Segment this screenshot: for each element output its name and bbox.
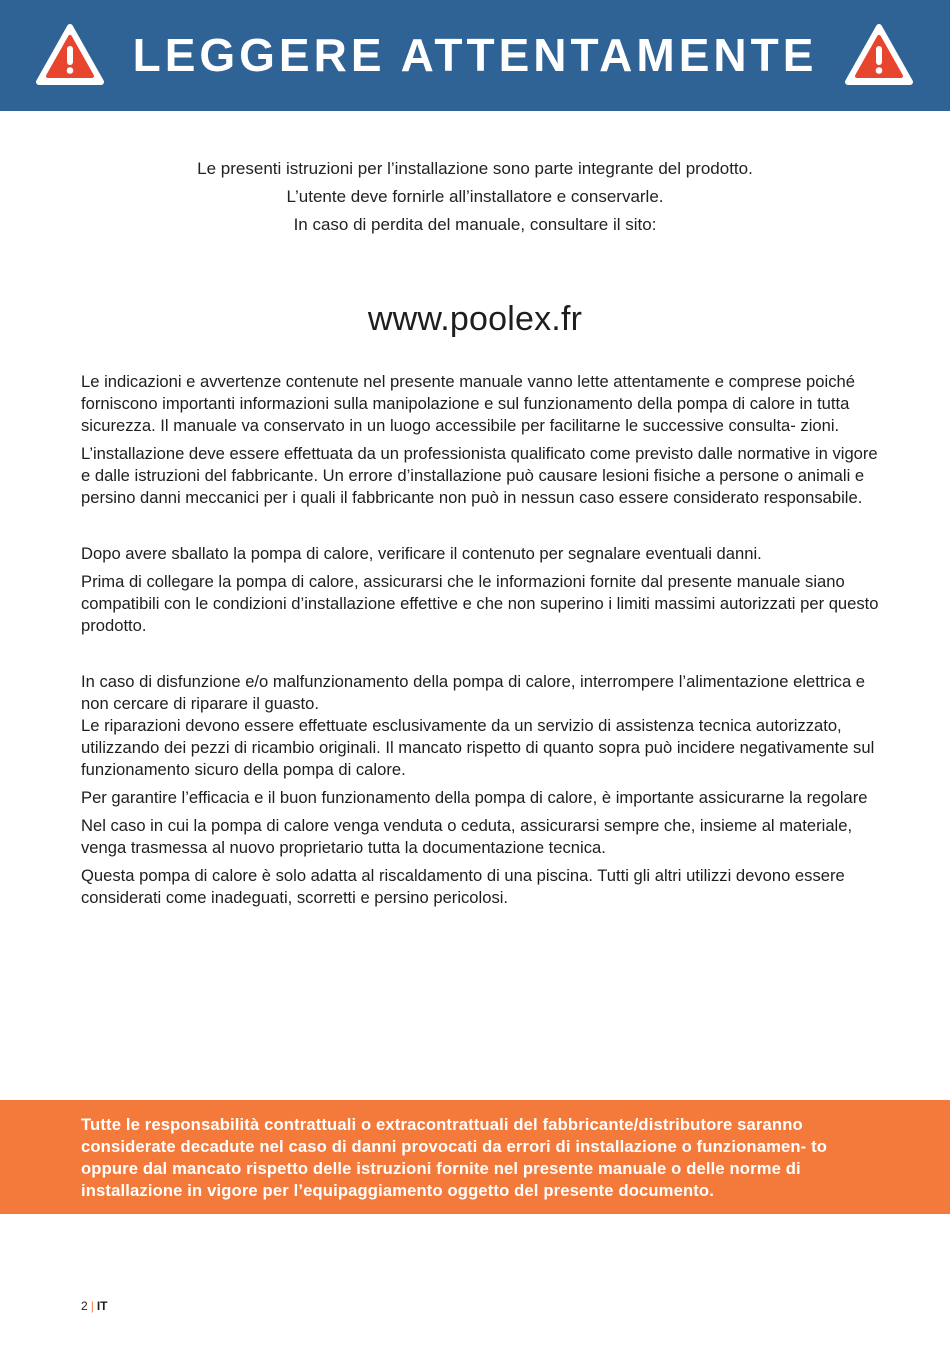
- intro-line: Le presenti istruzioni per l’installazione sono parte integrante del prodotto.: [197, 159, 753, 178]
- paragraph: Nel caso in cui la pompa di calore venga venduta o ceduta, assicurarsi sempre che, insieme al materiale, venga trasmessa al nuovo proprietario tutta la documentazione tecnica.: [81, 816, 853, 857]
- paragraph: Dopo avere sballato la pompa di calore, verificare il contenuto per segnalare eventuali danni.: [81, 544, 762, 563]
- page-title: LEGGERE ATTENTAMENTE: [132, 29, 818, 81]
- website-url[interactable]: www.poolex.fr: [367, 300, 583, 338]
- header-banner: [0, 0, 950, 111]
- paragraph: L’installazione deve essere effettuata da un professionista qualificato come previsto dalle normative in vigore e dalle istruzioni del fabbricante. Un errore d’installazione può causare lesioni fisiche a persone o animali e persino danni meccanici per i quali il fabbricante non può in nessun caso essere considerato responsabile.: [81, 444, 878, 507]
- paragraph: Le indicazioni e avvertenze contenute nel presente manuale vanno lette attentamente e comprese poiché forniscono importanti informazioni sulla manipolazione e sul funzionamento della pompa di calore in tutta sicurezza. Il manuale va conservato in un luogo accessibile per facilitarne le successive consulta- zioni.: [81, 372, 855, 435]
- instructions-body: [81, 371, 881, 909]
- paragraph: Per garantire l’efficacia e il buon funzionamento della pompa di calore, è importante assicurarne la regolare: [81, 788, 868, 807]
- language-code: IT: [96, 1299, 108, 1313]
- liability-notice: [0, 1100, 950, 1214]
- paragraph: Prima di collegare la pompa di calore, assicurarsi che le informazioni fornite dal presente manuale siano compatibili con le condizioni d’installazione effettive e che non superino i limiti massimi autorizzati per questo prodotto.: [81, 572, 879, 635]
- page-number: 2: [81, 1299, 88, 1313]
- intro-block: [0, 155, 950, 239]
- intro-line: In caso di perdita del manuale, consultare il sito:: [293, 215, 657, 234]
- page-footer: [81, 1299, 107, 1313]
- warning-icon: [845, 24, 913, 86]
- paragraph: Le riparazioni devono essere effettuate esclusivamente da un servizio di assistenza tecnica autorizzato, utilizzando dei pezzi di ricambio originali. Il mancato rispetto di quanto sopra può incidere negativamente sul funzionamento sicuro della pompa di calore.: [81, 716, 875, 779]
- paragraph: Questa pompa di calore è solo adatta al riscaldamento di una piscina. Tutti gli altri utilizzi devono essere considerati come inadeguati, scorretti e persino pericolosi.: [81, 866, 845, 907]
- notice-text: Tutte le responsabilità contrattuali o extracontrattuali del fabbricante/distributore saranno considerate decadute nel caso di danni provocati da errori di installazione o funzionamen- to oppure dal mancato rispetto delle istruzioni fornite nel presente manuale o delle norme di installazione in vigore per l’equipaggiamento oggetto del presente documento.: [81, 1115, 828, 1200]
- paragraph: In caso di disfunzione e/o malfunzionamento della pompa di calore, interrompere l’alimentazione elettrica e non cercare di riparare il guasto.: [81, 672, 866, 713]
- intro-line: L’utente deve fornirle all’installatore e conservarle.: [286, 187, 664, 206]
- footer-separator: |: [90, 1299, 94, 1313]
